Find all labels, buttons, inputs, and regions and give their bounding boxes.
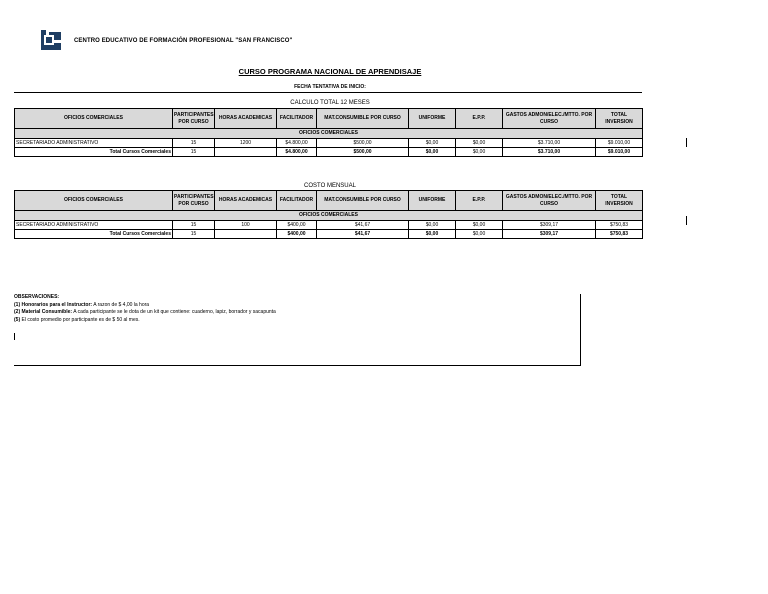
col-participantes: PARTICIPANTES POR CURSO [173,191,215,211]
observation-text: A cada participante se le dota de un kit que contiene: cuaderno, lapiz, borrador y sacapunta [72,309,276,315]
col-horas: HORAS ACADEMICAS [215,191,277,211]
cell-epp[interactable]: $0,00 [456,139,503,148]
cell-facilitador[interactable]: $4.800,00 [277,139,317,148]
col-epp: E.P.P. [456,109,503,129]
cell-uniforme[interactable]: $0,00 [409,221,456,230]
section-title-12-meses: CALCULO TOTAL 12 MESES [290,100,370,106]
col-oficios: OFICIOS COMERCIALES [15,109,173,129]
observation-text: El costo promedio por participante es de $ 50 al mes. [20,316,140,323]
col-facilitador: FACILITADOR [277,109,317,129]
col-mat-consumible: MAT.CONSUMIBLE POR CURSO [317,109,409,129]
total-gastos[interactable]: $309,17 [503,230,596,239]
logo-icon [38,27,66,53]
page-title: CURSO PROGRAMA NACIONAL DE APRENDISAJE [238,67,422,76]
cell-total[interactable]: $9.010,00 [596,139,643,148]
cell-oficio[interactable]: SECRETARIADO ADMINISTRATIVO [15,221,173,230]
col-gastos: GASTOS ADMON/ELEC./MTTO. POR CURSO [503,191,596,211]
cell-horas[interactable]: 100 [215,221,277,230]
divider [14,92,642,93]
col-mat-consumible: MAT.CONSUMIBLE POR CURSO [317,191,409,211]
table-total-row [15,230,643,239]
table-header [15,109,643,129]
total-facilitador[interactable]: $400,00 [277,230,317,239]
observation-label: (1) Honorarios para el Instructor: [14,301,93,308]
table-costo-mensual [14,190,643,239]
cell-horas[interactable]: 1200 [215,139,277,148]
cell-gastos[interactable]: $3.710,00 [503,139,596,148]
observation-item [14,309,580,317]
total-uniforme[interactable]: $0,00 [409,148,456,157]
total-horas[interactable] [215,148,277,157]
table-header [15,191,643,211]
col-uniforme: UNIFORME [409,109,456,129]
observation-item [14,317,580,325]
col-horas: HORAS ACADEMICAS [215,109,277,129]
total-uniforme[interactable]: $0,00 [409,230,456,239]
table-12-meses [14,108,643,157]
cell-facilitador[interactable]: $400,00 [277,221,317,230]
observations-box[interactable] [14,294,581,366]
table-row [15,221,643,230]
cell-mat-consumible[interactable]: $41,67 [317,221,409,230]
col-total: TOTAL INVERSION [596,191,643,211]
col-facilitador: FACILITADOR [277,191,317,211]
total-inversion[interactable]: $750,83 [596,230,643,239]
cell-participantes[interactable]: 15 [173,221,215,230]
col-total: TOTAL INVERSION [596,109,643,129]
total-label[interactable]: Total Cursos Comerciales [15,230,173,239]
cell-participantes[interactable]: 15 [173,139,215,148]
cell-cursor-mark [686,216,687,225]
section-title-mensual: COSTO MENSUAL [304,183,356,189]
table-total-row [15,148,643,157]
subheader-oficios: OFICIOS COMERCIALES [15,211,643,221]
cell-cursor-mark [686,138,687,147]
subheader-oficios: OFICIOS COMERCIALES [15,129,643,139]
cell-mat-consumible[interactable]: $500,00 [317,139,409,148]
cell-gastos[interactable]: $309,17 [503,221,596,230]
cell-total[interactable]: $750,83 [596,221,643,230]
total-gastos[interactable]: $3.710,00 [503,148,596,157]
total-inversion[interactable]: $9.010,00 [596,148,643,157]
col-epp: E.P.P. [456,191,503,211]
observation-label: (2) Material Consumible: [14,309,73,315]
observation-item [14,302,580,310]
fecha-tentativa: FECHA TENTATIVA DE INICIO: [294,84,366,90]
observations-title: OBSERVACIONES: [14,294,60,300]
cell-oficio[interactable]: SECRETARIADO ADMINISTRATIVO [15,139,173,148]
col-participantes: PARTICIPANTES POR CURSO [173,109,215,129]
total-mat-consumible[interactable]: $500,00 [317,148,409,157]
cell-epp[interactable]: $0,00 [456,221,503,230]
table-subheader [15,211,643,221]
total-mat-consumible[interactable]: $41,67 [317,230,409,239]
observation-label: (5) [14,316,21,323]
total-participantes[interactable]: 15 [173,148,215,157]
total-participantes[interactable]: 15 [173,230,215,239]
table-subheader [15,129,643,139]
cell-uniforme[interactable]: $0,00 [409,139,456,148]
total-label[interactable]: Total Cursos Comerciales [15,148,173,157]
total-epp[interactable]: $0,00 [456,230,503,239]
col-gastos: GASTOS ADMON/ELEC./MTTO. POR CURSO [503,109,596,129]
col-uniforme: UNIFORME [409,191,456,211]
total-epp[interactable]: $0,00 [456,148,503,157]
col-oficios: OFICIOS COMERCIALES [15,191,173,211]
total-facilitador[interactable]: $4.800,00 [277,148,317,157]
table-row [15,139,643,148]
observation-text: A razon de $ 4,00 la hora [92,301,150,308]
org-name: CENTRO EDUCATIVO DE FORMACIÓN PROFESIONAL "SAN FRANCISCO" [74,38,293,44]
total-horas[interactable] [215,230,277,239]
text-cursor [14,333,15,340]
